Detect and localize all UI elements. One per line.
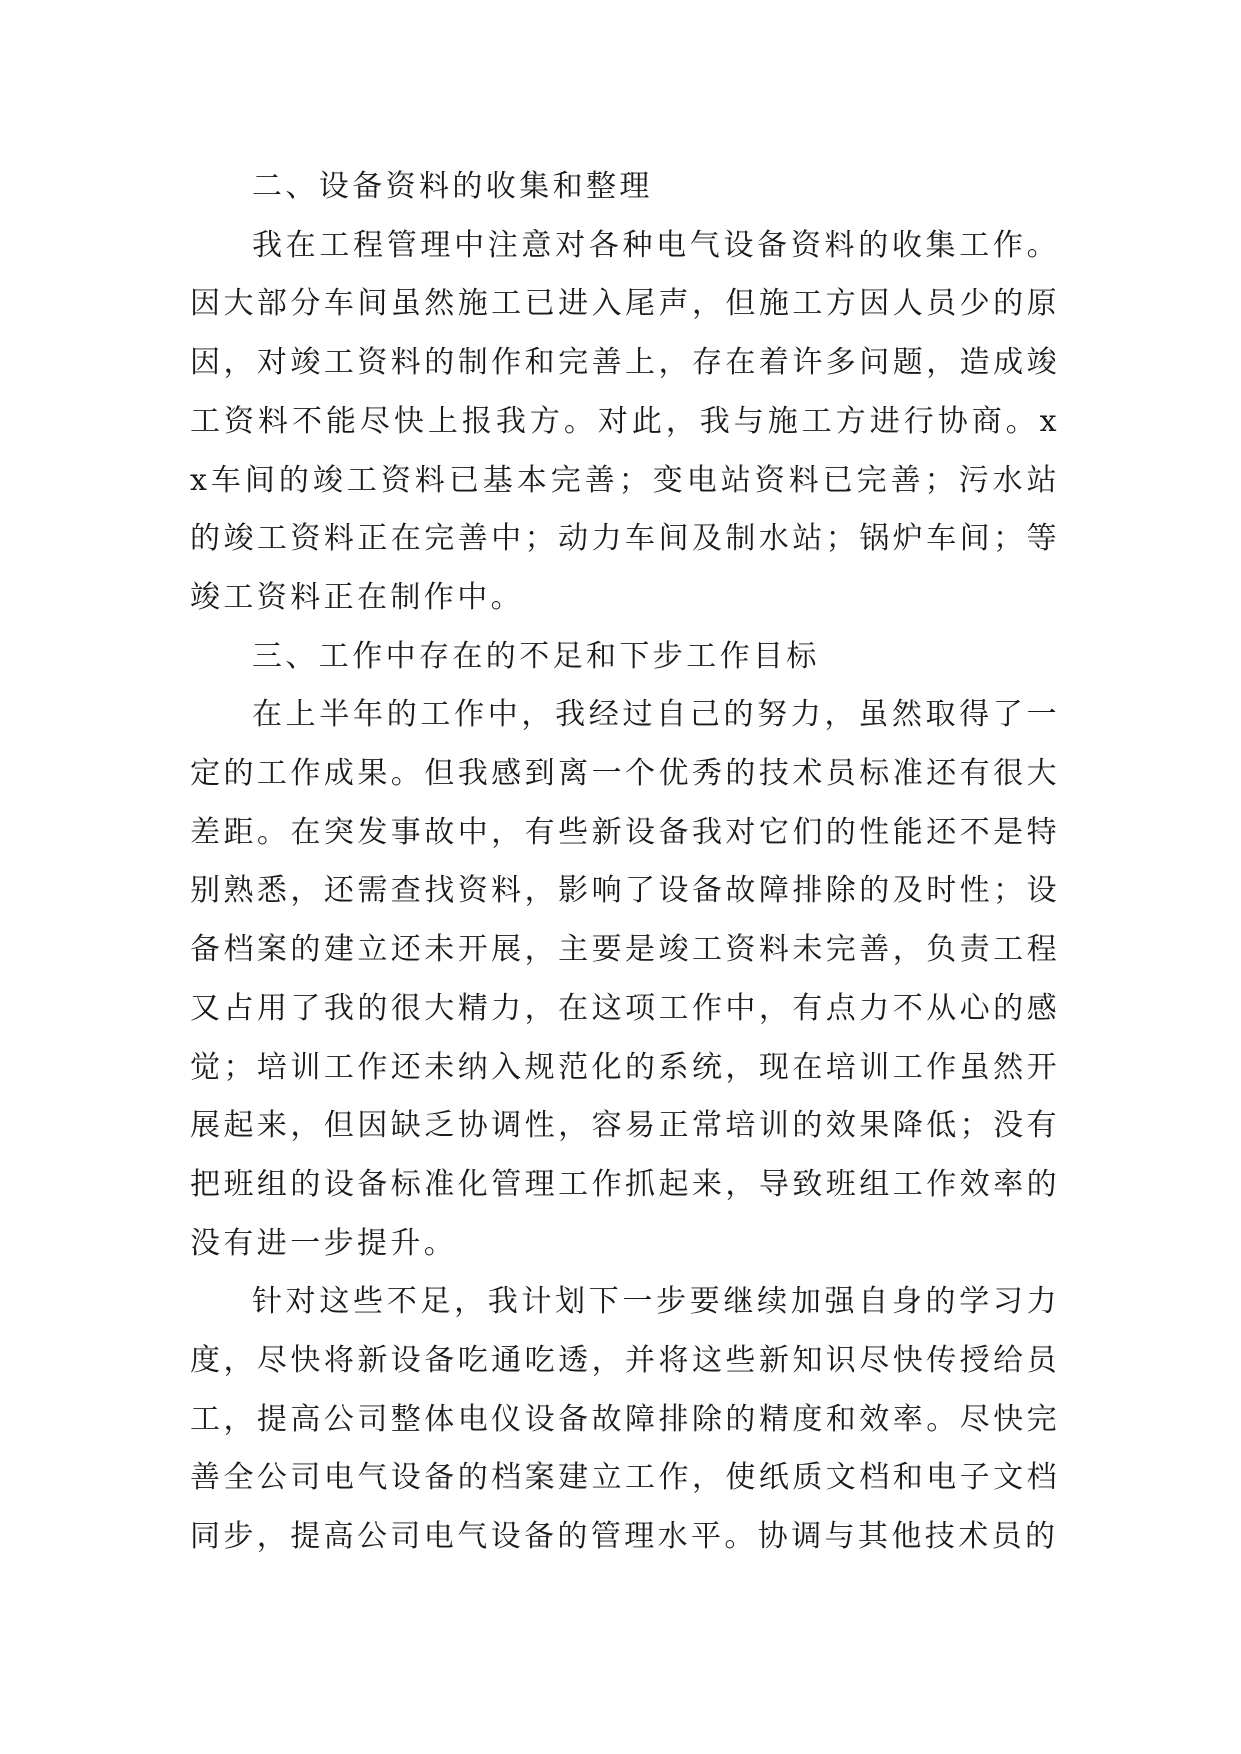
document-body [190,158,1060,1567]
section-heading-equipment-data: 二、设备资料的收集和整理 [252,169,653,204]
paragraph-next-steps: 针对这些不足，我计划下一步要继续加强自身的学习力度，尽快将新设备吃通吃透，并将这些新知识尽快传授给员工，提高公司整体电仪设备故障排除的精度和效率。尽快完善全公司电气设备的档案建立工作，使纸质文档和电子文档同步，提高公司电气设备的管理水平。协调与其他技术员的 [190,1284,1060,1555]
section-heading-shortcomings-goals: 三、工作中存在的不足和下步工作目标 [252,638,820,674]
paragraph-equipment-data: 我在工程管理中注意对各种电气设备资料的收集工作。因大部分车间虽然施工已进入尾声，但施工方因人员少的原因，对竣工资料的制作和完善上，存在着许多问题，造成竣工资料不能尽快上报我方。对此，我与施工方进行协商。xx车间的竣工资料已基本完善；变电站资料已完善；污水站的竣工资料正在完善中；动力车间及制水站；锅炉车间；等竣工资料正在制作中。 [190,227,1060,615]
paragraph-shortcomings: 在上半年的工作中，我经过自己的努力，虽然取得了一定的工作成果。但我感到离一个优秀的技术员标准还有很大差距。在突发事故中，有些新设备我对它们的性能还不是特别熟悉，还需查找资料，影响了设备故障排除的及时性；设备档案的建立还未开展，主要是竣工资料未完善，负责工程又占用了我的很大精力，在这项工作中，有点力不从心的感觉；培训工作还未纳入规范化的系统，现在培训工作虽然开展起来，但因缺乏协调性，容易正常培训的效果降低；没有把班组的设备标准化管理工作抓起来，导致班组工作效率的没有进一步提升。 [190,697,1060,1261]
